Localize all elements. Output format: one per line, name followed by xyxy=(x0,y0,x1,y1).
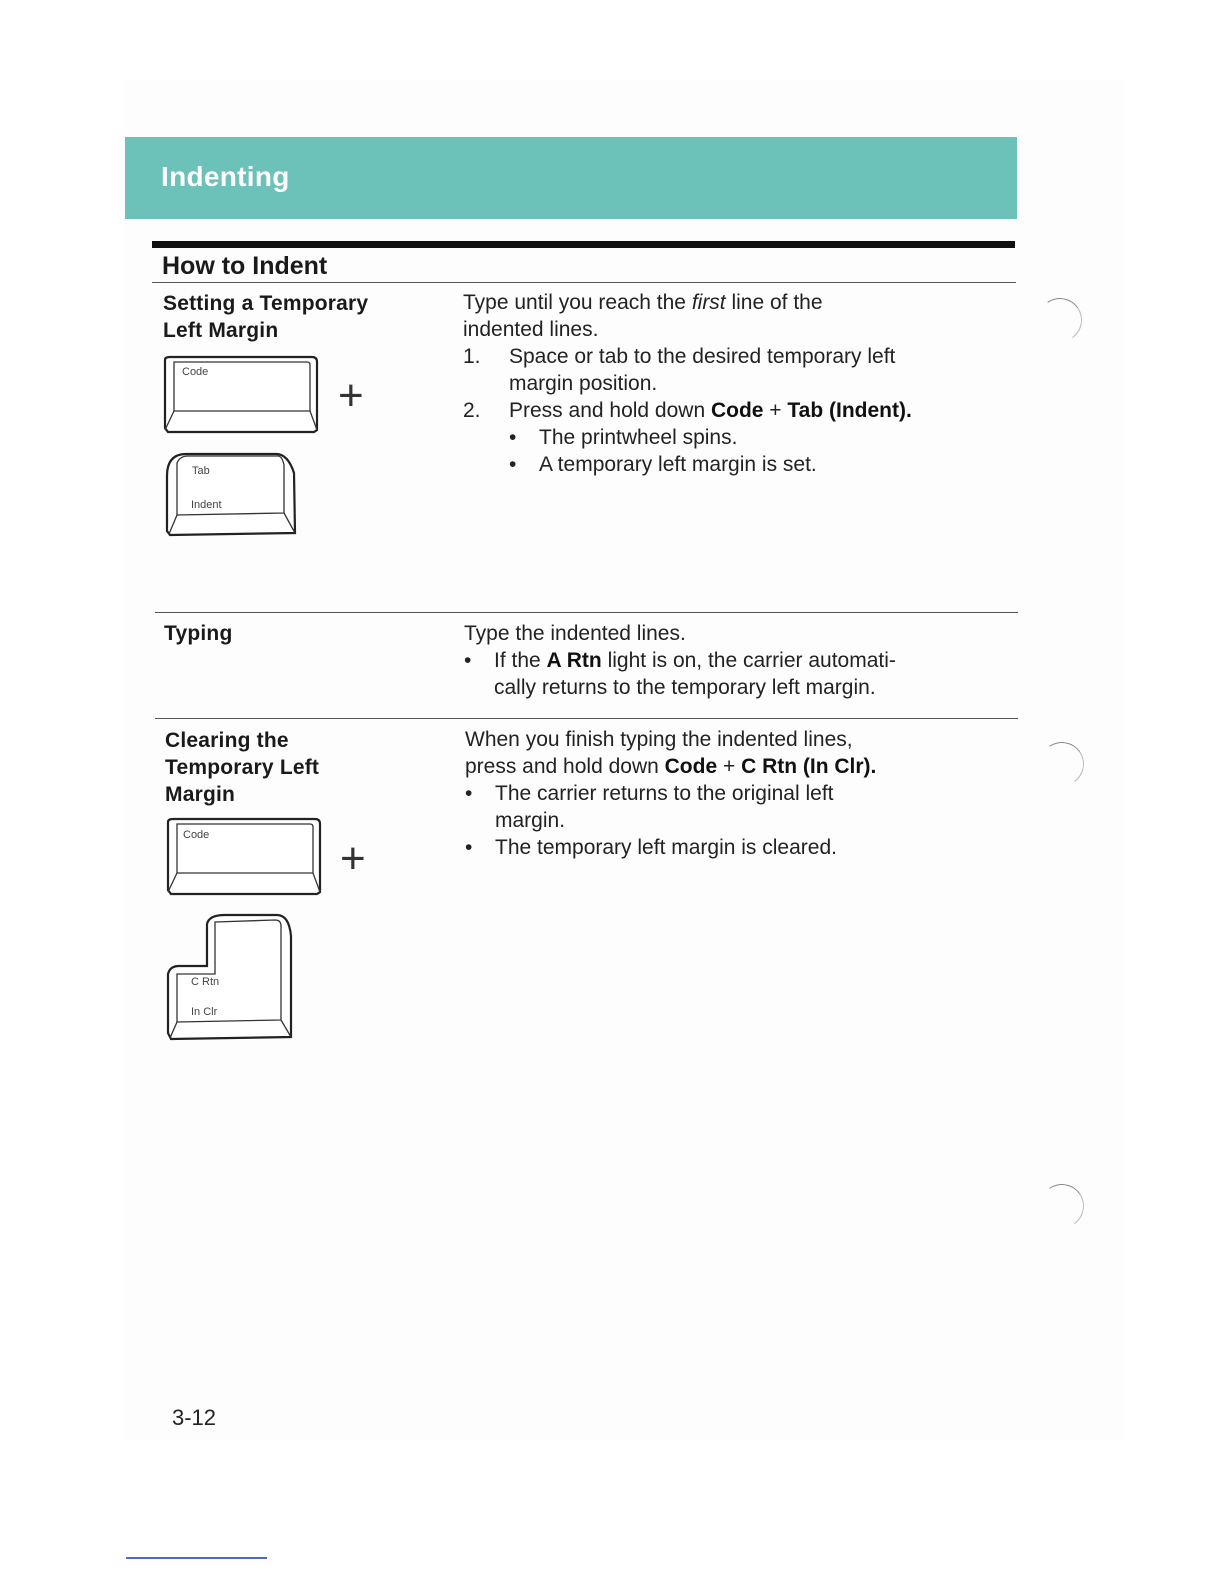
section-heading: How to Indent xyxy=(162,252,328,280)
code-key-label: Code xyxy=(183,829,210,841)
list-item: • The carrier returns to the original left margin. xyxy=(465,782,834,832)
list-item: • The temporary left margin is cleared. xyxy=(465,836,837,859)
step-2: 2. Press and hold down Code + Tab (Indent). xyxy=(463,399,912,422)
code-key-icon xyxy=(165,818,325,898)
list-item: • A temporary left margin is set. xyxy=(509,453,817,476)
code-key-label: Code xyxy=(182,366,209,378)
page-number: 3-12 xyxy=(172,1405,217,1430)
heading-underline xyxy=(152,282,1016,283)
row-label-margin: Setting a Temporary Left Margin xyxy=(163,292,369,342)
plus-sign: + xyxy=(338,371,364,420)
section-rule xyxy=(152,241,1015,248)
tab-indent-key-icon xyxy=(164,451,300,541)
list-item: • If the A Rtn light is on, the carrier automati- cally returns to the temporary left margin. xyxy=(464,649,896,699)
typing-instructions: Type the indented lines. • If the A Rtn light is on, the carrier automati- cally returns to the temporary left margin. xyxy=(464,620,1024,701)
tab-key-label: Tab xyxy=(192,465,210,477)
list-item: • The printwheel spins. xyxy=(509,426,738,449)
footer-underline xyxy=(126,1557,267,1559)
chapter-title: Indenting xyxy=(161,161,290,192)
row-label-typing: Typing xyxy=(164,622,233,645)
row-divider xyxy=(155,718,1018,719)
indent-key-label: Indent xyxy=(191,499,222,511)
margin-instructions: Type until you reach the first line of the indented lines. 1. Space or tab to the desired temporary left margin position. 2. Press and hold down Code + Tab (Indent). • The printwheel spins. • A temporary left margin is set. xyxy=(463,289,1023,478)
c-rtn-key-icon xyxy=(165,912,295,1044)
row-label-clearing: Clearing the Temporary Left Margin xyxy=(165,729,320,806)
clearing-instructions: When you finish typing the indented lines, press and hold down Code + C Rtn (In Clr). • The carrier returns to the original left margin. • The temporary left margin is cleared. xyxy=(465,726,1025,861)
plus-sign: + xyxy=(340,834,366,883)
in-clr-key-label: In Clr xyxy=(191,1006,218,1018)
chapter-banner xyxy=(125,137,1017,219)
step-1: 1. Space or tab to the desired temporary left margin position. xyxy=(463,345,896,395)
row-divider xyxy=(155,612,1018,613)
code-key-icon xyxy=(162,356,322,436)
c-rtn-key-label: C Rtn xyxy=(191,976,220,988)
